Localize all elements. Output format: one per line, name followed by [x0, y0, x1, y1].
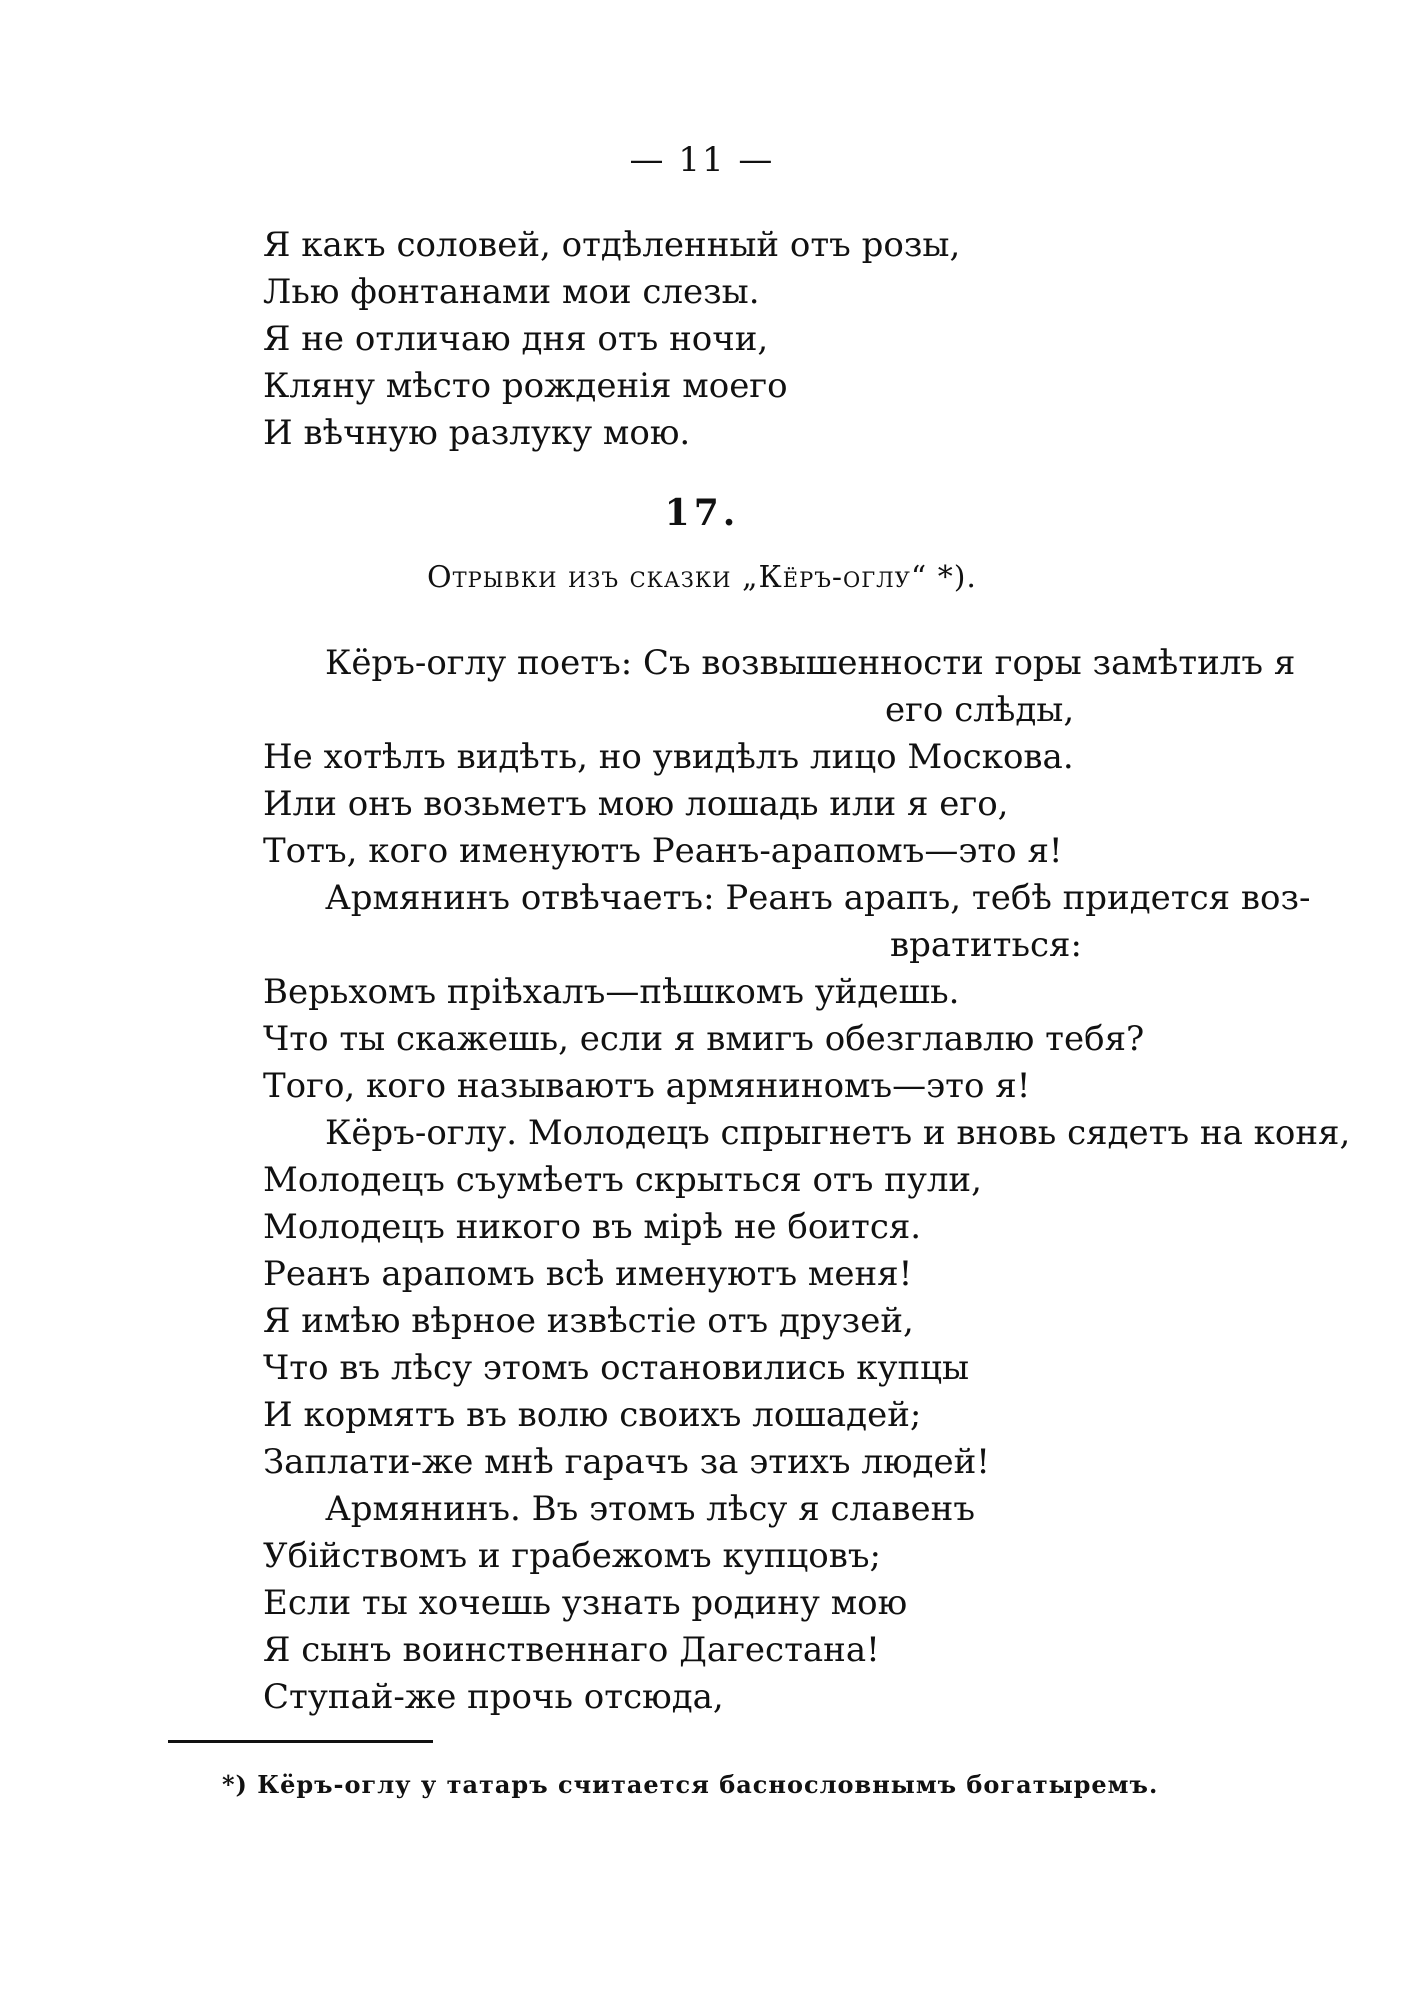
verse-line: Ступай-же прочь отсюда,: [263, 1677, 724, 1717]
verse-line: Лью фонтанами мои слезы.: [263, 272, 760, 312]
verse-line: Молодецъ никого въ мірѣ не боится.: [263, 1207, 922, 1247]
verse-line: Если ты хочешь узнать родину мою: [263, 1583, 908, 1623]
verse-line: Я какъ соловей, отдѣленный отъ розы,: [263, 225, 961, 265]
verse-line: Тотъ, кого именуютъ Реанъ-арапомъ—это я!: [263, 831, 1063, 871]
verse-line: И вѣчную разлуку мою.: [263, 413, 691, 453]
page-number-header: — 11 —: [629, 140, 775, 180]
verse-line: Кёръ-оглу поетъ: Съ возвышенности горы замѣтилъ я: [325, 643, 1296, 683]
verse-line: Армянинъ. Въ этомъ лѣсу я славенъ: [325, 1489, 975, 1529]
verse-line: Убійствомъ и грабежомъ купцовъ;: [263, 1536, 881, 1576]
verse-line: Я не отличаю дня отъ ночи,: [263, 319, 769, 359]
section-title: Отрывки изъ сказки „Кёръ-оглу“ *).: [427, 560, 977, 595]
verse-line: Того, кого называютъ армяниномъ—это я!: [263, 1066, 1031, 1106]
verse-line: Я имѣю вѣрное извѣстіе отъ друзей,: [263, 1301, 914, 1341]
section-number: 17.: [664, 492, 740, 534]
verse-line: Кляну мѣсто рожденія моего: [263, 366, 788, 406]
verse-line: Кёръ-оглу. Молодецъ спрыгнетъ и вновь сядетъ на коня,: [325, 1113, 1351, 1153]
footnote: *) Кёръ-оглу у татаръ считается баснословнымъ богатыремъ.: [222, 1770, 1159, 1799]
verse-line: Заплати-же мнѣ гарачъ за этихъ людей!: [263, 1442, 990, 1482]
verse-line: И кормятъ въ волю своихъ лошадей;: [263, 1395, 922, 1435]
verse-line: Реанъ арапомъ всѣ именуютъ меня!: [263, 1254, 913, 1294]
verse-line: Верьхомъ пріѣхалъ—пѣшкомъ уйдешь.: [263, 972, 960, 1012]
verse-line: Что въ лѣсу этомъ остановились купцы: [263, 1348, 970, 1388]
verse-line-continuation: его слѣды,: [885, 690, 1075, 730]
verse-line: Не хотѣлъ видѣть, но увидѣлъ лицо Москова.: [263, 737, 1074, 777]
verse-line-continuation: вратиться:: [890, 925, 1082, 965]
footnote-rule: [168, 1740, 433, 1743]
verse-line: Или онъ возьметъ мою лошадь или я его,: [263, 784, 1009, 824]
verse-line: Я сынъ воинственнаго Дагестана!: [263, 1630, 880, 1670]
verse-line: Армянинъ отвѣчаетъ: Реанъ арапъ, тебѣ придется воз-: [325, 878, 1311, 918]
verse-line: Молодецъ съумѣетъ скрыться отъ пули,: [263, 1160, 982, 1200]
verse-line: Что ты скажешь, если я вмигъ обезглавлю тебя?: [263, 1019, 1145, 1059]
